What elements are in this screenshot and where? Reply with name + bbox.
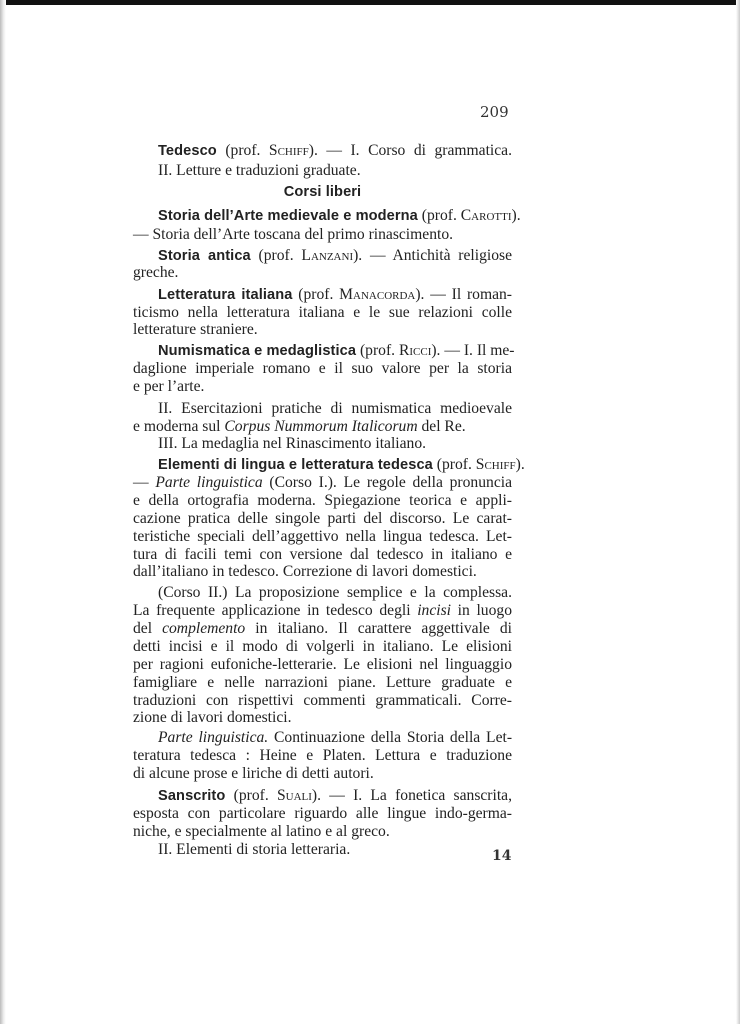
page-number: 209 — [480, 103, 509, 121]
professor-name: Schiff — [268, 142, 309, 159]
text-line — [133, 510, 512, 528]
text-span: ). — [515, 456, 525, 473]
text-line — [133, 264, 512, 282]
professor-name: Lanzani — [301, 247, 354, 264]
text-span: (prof. — [216, 142, 269, 159]
signature-mark: 14 — [492, 848, 512, 864]
text-span: teratura tedesca : Heine e Platen. Lettura e traduzione — [133, 747, 512, 764]
text-line — [158, 456, 525, 474]
text-line — [133, 546, 512, 564]
text-line — [133, 321, 512, 339]
text-span: — Storia dell’Arte toscana del primo rinascimento. — [133, 226, 454, 243]
section-heading — [133, 183, 512, 201]
text-line — [133, 602, 512, 620]
text-line — [133, 528, 512, 546]
text-span: niche, e specialmente al latino e al greco. — [133, 823, 390, 840]
text-span: La frequente applicazione in tedesco degli — [133, 602, 418, 619]
text-span: e della ortografia moderna. Spiegazione teorica e appli- — [133, 492, 512, 509]
text-line — [158, 435, 512, 453]
text-span: in italiano. Il carattere aggettivale di — [245, 620, 512, 637]
course-title: Tedesco — [158, 143, 217, 159]
text-line — [133, 692, 512, 710]
text-line — [133, 638, 512, 656]
text-span: e moderna sul — [133, 418, 225, 435]
scan-right-edge — [736, 0, 740, 1024]
text-line — [133, 674, 512, 692]
text-line — [158, 286, 512, 304]
professor-name: Schiff — [475, 456, 516, 473]
text-span: ticismo nella letteratura italiana e le sue relazioni colle — [133, 304, 512, 321]
text-span: cazione pratica delle singole parti del discorso. Le carat- — [133, 510, 512, 527]
text-span: (prof. — [417, 207, 461, 224]
course-title: Elementi di lingua e letteratura tedesca — [158, 457, 433, 473]
text-line — [133, 360, 512, 378]
text-span: e per l’arte. — [133, 378, 205, 395]
text-span: (prof. — [225, 787, 277, 804]
text-line — [158, 729, 512, 747]
text-span: del — [133, 620, 163, 637]
text-line — [133, 805, 512, 823]
text-line — [133, 492, 512, 510]
text-line — [133, 474, 512, 492]
professor-name: Carotti — [460, 207, 512, 224]
text-span: in luogo — [451, 602, 512, 619]
course-title: Corsi liberi — [283, 184, 362, 200]
italic-text: Parte linguistica — [155, 474, 263, 491]
text-line — [158, 342, 515, 360]
professor-name: Manacorda — [339, 286, 416, 303]
text-span: dall’italiano in tedesco. Correzione di lavori domestici. — [133, 563, 477, 580]
text-span: greche. — [133, 264, 179, 281]
text-span: teristiche speciali dell’aggettivo nella lingua tedesca. Let- — [133, 528, 512, 545]
text-span: ). — Antichità religiose — [353, 247, 512, 264]
text-line — [133, 709, 512, 727]
text-span: di alcune prose e liriche di detti autori. — [133, 765, 374, 782]
text-span: esposta con particolare riguardo alle lingue indo-germa- — [133, 805, 512, 822]
italic-text: complemento — [162, 620, 246, 637]
course-title: Letteratura italiana — [158, 287, 293, 303]
text-span: Continuazione della Storia della Let- — [268, 729, 513, 746]
text-span: ). — Il roman- — [415, 286, 512, 303]
text-line — [158, 841, 512, 859]
text-span: ). — I. La fonetica sanscrita, — [311, 787, 512, 804]
text-span: II. Esercitazioni pratiche di numismatica medioevale — [158, 400, 512, 417]
professor-name: Suali — [276, 787, 312, 804]
professor-name: Ricci — [398, 342, 432, 359]
text-line — [133, 656, 512, 674]
text-line — [158, 584, 512, 602]
text-line — [158, 207, 521, 225]
text-line — [133, 620, 512, 638]
text-span: ). — [511, 207, 521, 224]
course-title: Storia antica — [158, 248, 251, 264]
text-line — [133, 823, 512, 841]
course-title: Sanscrito — [158, 788, 226, 804]
text-span: II. Elementi di storia letteraria. — [158, 841, 351, 858]
text-span: daglione imperiale romano e il suo valore per la storia — [133, 360, 512, 377]
text-line — [158, 400, 512, 418]
scan-left-edge — [0, 0, 6, 1024]
text-line — [133, 418, 512, 436]
text-span: (Corso II.) La proposizione semplice e la complessa. — [158, 584, 512, 601]
text-line — [133, 378, 512, 396]
text-line — [158, 247, 512, 265]
text-span: famigliare e nelle narrazioni piane. Letture graduate e — [133, 674, 512, 691]
text-line — [133, 765, 512, 783]
italic-text: incisi — [417, 602, 451, 619]
text-span: ). — I. Corso di grammatica. — [308, 142, 512, 159]
text-span: zione di lavori domestici. — [133, 709, 292, 726]
scan-top-border — [0, 0, 740, 5]
text-line — [158, 142, 512, 160]
text-span: del Re. — [417, 418, 466, 435]
text-span: II. Letture e traduzioni graduate. — [158, 162, 361, 179]
text-line — [158, 162, 512, 180]
text-line — [158, 787, 512, 805]
course-title: Numismatica e medaglistica — [158, 343, 357, 359]
text-span: (prof. — [356, 342, 399, 359]
text-span: detti incisi e il modo di volgerli in italiano. Le elisioni — [133, 638, 512, 655]
text-span: letterature straniere. — [133, 321, 258, 338]
text-span: ). — I. Il me- — [431, 342, 515, 359]
text-span: (prof. — [250, 247, 302, 264]
text-line — [133, 304, 512, 322]
italic-text: Corpus Nummorum Italicorum — [224, 418, 418, 435]
text-span: traduzioni con rispettivi commenti grammaticali. Corre- — [133, 692, 512, 709]
text-span: (Corso I.). Le regole della pronuncia — [262, 474, 512, 491]
text-span: (prof. — [292, 286, 340, 303]
italic-text: Parte linguistica. — [158, 729, 269, 746]
text-span: — — [133, 474, 156, 491]
text-line — [133, 226, 512, 244]
text-span: per ragioni eufoniche-letterarie. Le elisioni nel linguaggio — [133, 656, 512, 673]
text-line — [133, 563, 512, 581]
text-span: III. La medaglia nel Rinascimento italiano. — [158, 435, 427, 452]
text-span: tura di facili temi con versione dal tedesco in italiano e — [133, 546, 512, 563]
text-line — [133, 747, 512, 765]
course-title: Storia dell’Arte medievale e moderna — [158, 208, 418, 224]
text-span: (prof. — [432, 456, 476, 473]
